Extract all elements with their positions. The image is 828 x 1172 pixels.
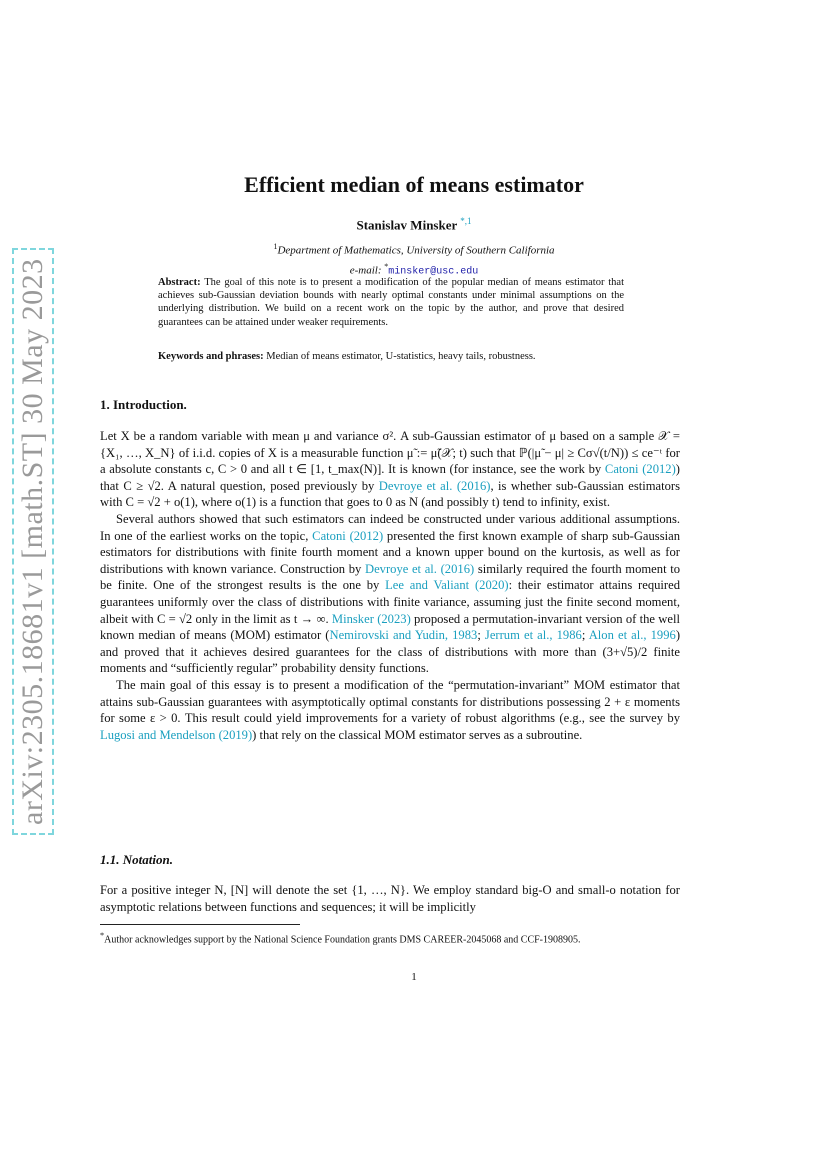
- email-label: e-mail:: [349, 264, 382, 277]
- citation-devroye-2[interactable]: Devroye et al.: [364, 561, 437, 576]
- footnote: [100, 929, 680, 946]
- citation-nemirovski-yudin[interactable]: Nemirovski and Yudin, 1983: [329, 628, 478, 643]
- citation-lugosi-mendelson[interactable]: Lugosi and Mendelson: [100, 727, 216, 742]
- keywords-text: Median of means estimator, U-statistics, heavy tails, robustness.: [266, 351, 536, 362]
- keywords: [158, 350, 624, 363]
- affiliation-mark: 1: [273, 242, 278, 251]
- introduction-body: [100, 428, 680, 743]
- p2-text-a: Several authors showed that such estimators can indeed be constructed under various additional assumptions. In one of the earliest works on the topic,: [100, 511, 680, 543]
- citation-devroye[interactable]: Devroye et al.: [378, 478, 453, 493]
- citation-minsker-year[interactable]: (2023): [377, 611, 411, 626]
- paragraph-3: [100, 677, 680, 743]
- citation-catoni-2-year[interactable]: (2012): [349, 528, 384, 543]
- page-number: 1: [411, 971, 417, 983]
- paragraph-1: [100, 428, 680, 511]
- p3-text-b: ) that rely on the classical MOM estimator serves as a subroutine.: [252, 727, 583, 742]
- p2-sep-2: ;: [581, 628, 589, 643]
- affiliation-line: [0, 239, 828, 259]
- p3-text-a: The main goal of this essay is to present a modification of the “permutation-invariant” MOM estimator that attains sub-Gaussian guarantees with asymptotically optimal constants for distributions possessing 2 + ε moments for some ε > 0. This result could yield improvements for a variety of robust algorithms (e.g., see the survey by: [100, 677, 680, 726]
- abstract-label: Abstract:: [158, 277, 201, 288]
- subsection-heading-notation: 1.1. Notation.: [100, 852, 173, 867]
- keywords-label: Keywords and phrases:: [158, 351, 264, 362]
- affiliation-department: Department of Mathematics, University of Southern California: [277, 244, 555, 257]
- p2-text-b: presented the first known example of sharp sub-Gaussian estimators for distributions with finite fourth moment and a known upper bound on the kurtosis, as well as for distributions with known variance. Construction by: [100, 528, 680, 576]
- paragraph-4: For a positive integer N, [N] will denote the set {1, …, N}. We employ standard big-O and small-o notation for asymptotic relations between functions and sequences; it will be implicitly: [100, 883, 680, 914]
- footnote-divider: [100, 924, 300, 925]
- citation-lee-valiant[interactable]: Lee and Valiant: [385, 578, 470, 593]
- citation-catoni-year[interactable]: (2012): [642, 462, 676, 477]
- abstract: [158, 276, 624, 329]
- author-name: Stanislav Minsker: [356, 217, 458, 233]
- p1-text-c: , is whether sub-Gaussian estimators with C = √2 + o(1), where o(1) is a function that goes to 0 as N (and possibly t) tend to infinity, exist.: [100, 478, 681, 510]
- citation-minsker[interactable]: Minsker: [331, 611, 374, 626]
- citation-alon[interactable]: Alon et al., 1996: [588, 628, 676, 643]
- citation-devroye-2-year[interactable]: (2016): [440, 561, 475, 576]
- arxiv-identifier-stamp[interactable]: arXiv:2305.18681v1 [math.ST] 30 May 2023: [12, 248, 54, 835]
- section-heading-introduction: 1. Introduction.: [100, 397, 187, 412]
- citation-catoni[interactable]: Catoni: [604, 462, 639, 477]
- p2-text-e: proposed a permutation-invariant version of the well known median of means (MOM) estimator (: [100, 611, 680, 643]
- abstract-text: The goal of this note is to present a modification of the popular median of means estimator that achieves sub-Gaussian deviation bounds with nearly optimal constants under minimal assumptions on the underlying distribution. We build on a recent work on the topic by the author, and prove that desired guarantees can be attained under weaker requirements.: [158, 277, 624, 328]
- footnote-text: Author acknowledges support by the National Science Foundation grants DMS CAREER-2045068 and CCF-1908905.: [104, 934, 581, 946]
- p2-text-d: : their estimator attains required guarantees uniformly over the class of distributions with finite variance, assuming just the finite second moment, albeit with C = √2 only in the limit as t → ∞.: [100, 578, 680, 626]
- paragraph-2: [100, 511, 680, 677]
- citation-catoni-2[interactable]: Catoni: [312, 528, 346, 543]
- citation-lee-valiant-year[interactable]: (2020): [474, 578, 509, 593]
- p2-text-c: similarly required the fourth moment to be finite. One of the strongest results is the one by: [100, 561, 681, 593]
- author-email-link[interactable]: minsker@usc.edu: [388, 266, 479, 278]
- p1-text-a: Let X be a random variable with mean μ and variance σ². A sub-Gaussian estimator of μ based on a sample 𝒳 = {X₁, …, X_N} of i.i.d. copies of X is a measurable function μ̃ := μ̃(𝒳; t) such that ℙ(|μ̃ − μ| ≥ Cσ√(t/N)) ≤ ce⁻ᵗ for a absolute constants c, C > 0 and all t ∈ [1, t_max(N)]. It is known (for instance, see the work by: [100, 429, 680, 477]
- p2-text-f: ) and proved that it achieves desired guarantees for the class of distributions with more than (3+√5)/2 finite moments and “sufficiently regular” probability density functions.: [100, 628, 681, 676]
- paper-title: Efficient median of means estimator: [244, 172, 584, 197]
- citation-lugosi-mendelson-year[interactable]: (2019): [218, 727, 253, 742]
- author-line: [0, 216, 828, 233]
- notation-body: [100, 882, 680, 915]
- citation-jerrum[interactable]: Jerrum et al., 1986: [484, 628, 582, 643]
- author-marks[interactable]: *,1: [460, 216, 472, 226]
- footnote-mark: *: [100, 931, 105, 940]
- citation-devroye-year[interactable]: (2016): [456, 478, 491, 493]
- p1-text-b: ) that C ≥ √2. A natural question, posed previously by: [100, 462, 680, 493]
- affiliation-block: [0, 239, 828, 280]
- email-mark: *: [384, 261, 389, 271]
- p2-sep-1: ;: [477, 628, 485, 643]
